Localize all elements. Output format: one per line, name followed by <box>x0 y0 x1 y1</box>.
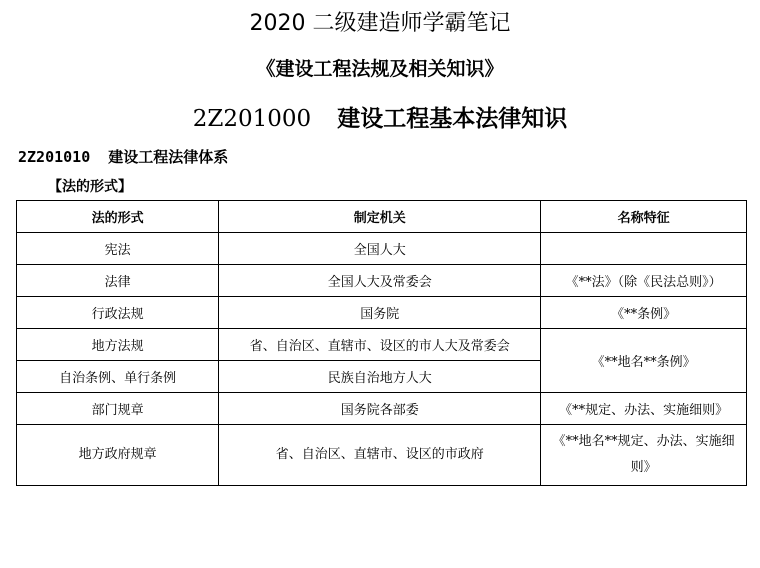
document-title: 2020 二级建造师学霸笔记 <box>249 11 511 36</box>
chapter-heading <box>0 100 760 133</box>
section-code: 2Z201010 <box>18 148 91 166</box>
table-row <box>17 425 747 486</box>
cell-authority: 国务院各部委 <box>219 393 541 425</box>
cell-feature: 《**条例》 <box>541 297 747 329</box>
header-authority: 制定机关 <box>219 201 541 233</box>
cell-feature: 《**地名**条例》 <box>541 329 747 393</box>
cell-authority: 民族自治地方人大 <box>219 361 541 393</box>
cell-form: 自治条例、单行条例 <box>17 361 219 393</box>
table-row <box>17 393 747 425</box>
cell-form: 地方政府规章 <box>17 425 219 486</box>
cell-feature: 《**法》（除《民法总则》） <box>541 265 747 297</box>
table-row <box>17 265 747 297</box>
cell-authority: 全国人大 <box>219 233 541 265</box>
subheading-law-forms: 【法的形式】 <box>48 179 132 195</box>
table-row <box>17 233 747 265</box>
section-name: 建设工程法律体系 <box>108 148 229 166</box>
cell-authority: 省、自治区、直辖市、设区的市人大及常委会 <box>219 329 541 361</box>
cell-form: 宪法 <box>17 233 219 265</box>
chapter-code: 2Z201000 <box>192 106 312 132</box>
cell-feature: 《**地名**规定、办法、实施细则》 <box>541 425 747 486</box>
cell-feature: 《**规定、办法、实施细则》 <box>541 393 747 425</box>
header-feature: 名称特征 <box>541 201 747 233</box>
table-row <box>17 297 747 329</box>
cell-form: 行政法规 <box>17 297 219 329</box>
cell-authority: 国务院 <box>219 297 541 329</box>
law-forms-table <box>16 200 747 486</box>
header-form: 法的形式 <box>17 201 219 233</box>
cell-form: 部门规章 <box>17 393 219 425</box>
cell-authority: 全国人大及常委会 <box>219 265 541 297</box>
section-heading <box>18 146 228 167</box>
chapter-name: 建设工程基本法律知识 <box>337 106 568 132</box>
cell-feature <box>541 233 747 265</box>
book-subtitle: 《建设工程法规及相关知识》 <box>256 58 504 80</box>
table-header-row <box>17 201 747 233</box>
cell-authority: 省、自治区、直辖市、设区的市政府 <box>219 425 541 486</box>
cell-form: 地方法规 <box>17 329 219 361</box>
cell-form: 法律 <box>17 265 219 297</box>
table-row <box>17 329 747 361</box>
